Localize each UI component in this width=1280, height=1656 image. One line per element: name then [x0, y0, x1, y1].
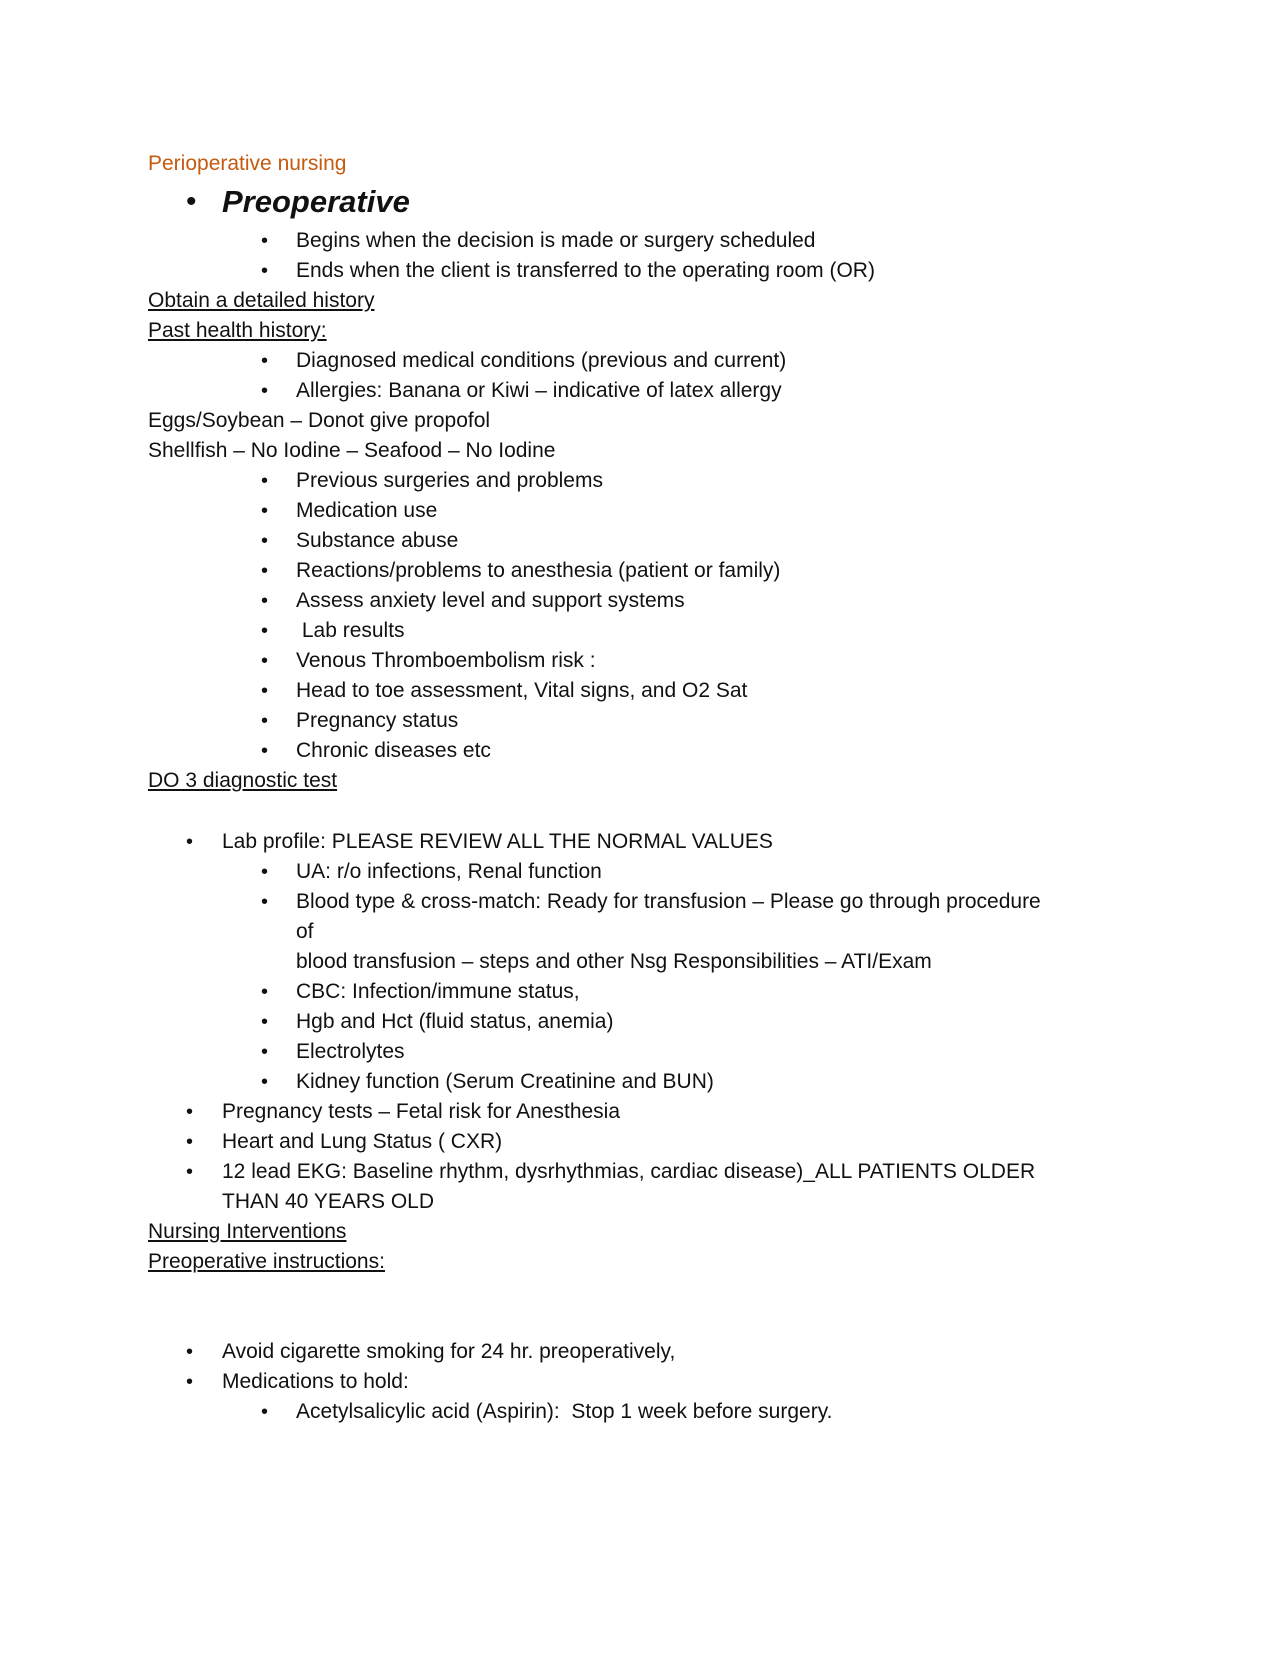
- bullet: •: [186, 1161, 194, 1183]
- list-item: Electrolytes: [296, 1040, 405, 1063]
- bullet: •: [261, 500, 269, 522]
- list-item: Lab results: [296, 619, 405, 642]
- list-item: Reactions/problems to anesthesia (patient or family): [296, 559, 781, 582]
- bullet: •: [186, 1101, 194, 1123]
- bullet: •: [261, 620, 269, 642]
- list-item: Heart and Lung Status ( CXR): [222, 1130, 503, 1153]
- list-item: Acetylsalicylic acid (Aspirin): Stop 1 week before surgery.: [296, 1400, 833, 1423]
- bullet: •: [186, 1371, 194, 1393]
- section-heading: Nursing Interventions: [148, 1220, 347, 1243]
- note-line: Eggs/Soybean – Donot give propofol: [148, 409, 491, 432]
- list-item: Allergies: Banana or Kiwi – indicative of latex allergy: [296, 379, 782, 402]
- bullet: •: [261, 380, 269, 402]
- bullet: •: [261, 560, 269, 582]
- list-item: Pregnancy status: [296, 709, 459, 732]
- section-heading: Preoperative instructions:: [148, 1250, 385, 1273]
- list-item: UA: r/o infections, Renal function: [296, 860, 602, 883]
- bullet: •: [186, 831, 194, 853]
- list-item: Diagnosed medical conditions (previous and current): [296, 349, 787, 372]
- note-line: Shellfish – No Iodine – Seafood – No Iodine: [148, 439, 556, 462]
- list-item: Ends when the client is transferred to the operating room (OR): [296, 259, 875, 282]
- list-item: Blood type & cross-match: Ready for transfusion – Please go through procedure: [296, 890, 1041, 913]
- list-item: Substance abuse: [296, 529, 459, 552]
- list-item: Previous surgeries and problems: [296, 469, 603, 492]
- section-heading: DO 3 diagnostic test: [148, 769, 338, 792]
- section-heading: Obtain a detailed history: [148, 289, 375, 312]
- list-item: Head to toe assessment, Vital signs, and O2 Sat: [296, 679, 748, 702]
- bullet: •: [186, 1131, 194, 1153]
- page-title: Perioperative nursing: [148, 152, 347, 175]
- bullet: •: [186, 185, 197, 218]
- list-item: Kidney function (Serum Creatinine and BUN): [296, 1070, 714, 1093]
- bullet: •: [261, 1041, 269, 1063]
- list-item: Chronic diseases etc: [296, 739, 491, 762]
- bullet: •: [261, 981, 269, 1003]
- bullet: •: [261, 350, 269, 372]
- bullet: •: [261, 891, 269, 913]
- list-item: Venous Thromboembolism risk :: [296, 649, 596, 672]
- bullet: •: [261, 861, 269, 883]
- list-item: Pregnancy tests – Fetal risk for Anesthesia: [222, 1100, 621, 1123]
- list-item-continuation: blood transfusion – steps and other Nsg Responsibilities – ATI/Exam: [296, 950, 932, 973]
- bullet: •: [186, 1341, 194, 1363]
- list-item: 12 lead EKG: Baseline rhythm, dysrhythmias, cardiac disease)_ALL PATIENTS OLDER: [222, 1160, 1036, 1183]
- list-item: Hgb and Hct (fluid status, anemia): [296, 1010, 614, 1033]
- list-item: Assess anxiety level and support systems: [296, 589, 685, 612]
- list-item: Avoid cigarette smoking for 24 hr. preoperatively,: [222, 1340, 676, 1363]
- bullet: •: [261, 680, 269, 702]
- bullet: •: [261, 1011, 269, 1033]
- list-item: Lab profile: PLEASE REVIEW ALL THE NORMAL VALUES: [222, 830, 773, 853]
- list-item: Medications to hold:: [222, 1370, 409, 1393]
- list-item-continuation: of: [296, 920, 314, 943]
- bullet: •: [261, 1401, 269, 1423]
- list-item: Begins when the decision is made or surgery scheduled: [296, 229, 816, 252]
- list-item: Medication use: [296, 499, 438, 522]
- list-item-continuation: THAN 40 YEARS OLD: [222, 1190, 435, 1213]
- bullet: •: [261, 590, 269, 612]
- bullet: •: [261, 650, 269, 672]
- bullet: •: [261, 1071, 269, 1093]
- bullet: •: [261, 230, 269, 252]
- list-item: CBC: Infection/immune status,: [296, 980, 580, 1003]
- bullet: •: [261, 470, 269, 492]
- preoperative-heading: Preoperative: [222, 184, 410, 219]
- bullet: •: [261, 530, 269, 552]
- bullet: •: [261, 710, 269, 732]
- bullet: •: [261, 740, 269, 762]
- section-heading: Past health history:: [148, 319, 327, 342]
- bullet: •: [261, 260, 269, 282]
